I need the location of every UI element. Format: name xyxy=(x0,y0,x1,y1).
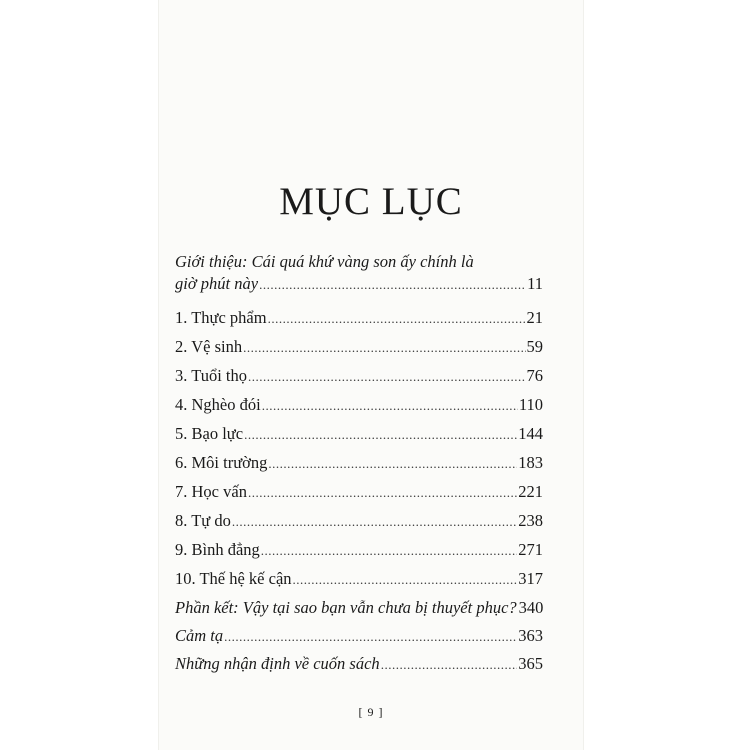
toc-entry-chapter-9 xyxy=(175,539,543,568)
dot-leader xyxy=(262,395,518,417)
toc-entry-intro xyxy=(175,273,543,295)
toc-entry-reviews xyxy=(175,653,543,681)
dot-leader xyxy=(293,569,518,591)
book-page xyxy=(158,0,584,750)
dot-leader xyxy=(261,540,517,562)
toc-entry-label: 1. Thực phẩm xyxy=(175,308,267,327)
intro-heading-line1: Giới thiệu: Cái quá khứ vàng son ấy chính là xyxy=(175,252,474,271)
toc-entry-label: Cảm tạ xyxy=(175,626,224,645)
page-number-footer: [ 9 ] xyxy=(358,705,384,719)
toc-entry-label: 10. Thế hệ kế cận xyxy=(175,569,292,588)
toc-entry-label: Phần kết: Vậy tại sao bạn vẫn chưa bị thuyết phục? xyxy=(175,598,517,617)
dot-leader xyxy=(248,482,517,504)
dot-leader xyxy=(268,308,526,330)
toc-entry-label: 7. Học vấn xyxy=(175,482,247,501)
toc-entry-page: 340 xyxy=(518,598,544,617)
dot-leader xyxy=(381,654,518,676)
dot-leader xyxy=(243,337,525,359)
toc-entry-chapter-4 xyxy=(175,394,543,423)
toc-entry-label: 5. Bạo lực xyxy=(175,424,244,443)
page-title: MỤC LỤC xyxy=(279,180,463,223)
toc-entry-label: 8. Tự do xyxy=(175,511,231,530)
toc-entry-page: 221 xyxy=(518,482,543,501)
toc-entry-page: 21 xyxy=(526,308,543,327)
toc-entry-chapter-7 xyxy=(175,481,543,510)
dot-leader xyxy=(244,424,517,446)
toc-entry-label: Những nhận định về cuốn sách xyxy=(175,654,380,673)
toc-entry-acknowledgements xyxy=(175,625,543,653)
toc-entry-page: 144 xyxy=(518,424,543,443)
toc-entry-page: 238 xyxy=(518,511,543,530)
toc-entry-page: 317 xyxy=(518,569,543,588)
toc-entry-chapter-3 xyxy=(175,365,543,394)
toc-entry-label: 2. Vệ sinh xyxy=(175,337,243,356)
toc-entry-page: 59 xyxy=(526,337,543,356)
toc-entry-label: 4. Nghèo đói xyxy=(175,395,261,414)
toc-entry-chapter-8 xyxy=(175,510,543,539)
dot-leader xyxy=(259,274,526,296)
toc-entry-page: 183 xyxy=(518,453,543,472)
dot-leader xyxy=(248,366,526,388)
toc-entry-chapter-6 xyxy=(175,452,543,481)
dot-leader xyxy=(268,453,517,475)
toc-entry-page: 365 xyxy=(518,654,543,673)
dot-leader xyxy=(224,626,517,648)
toc-entry-chapter-2 xyxy=(175,336,543,365)
toc-entry-chapter-10 xyxy=(175,568,543,597)
table-of-contents xyxy=(175,251,543,681)
toc-entry-page: 11 xyxy=(527,274,543,293)
toc-entry-label: 6. Môi trường xyxy=(175,453,268,472)
toc-entry-label: 9. Bình đẳng xyxy=(175,540,260,559)
dot-leader xyxy=(232,511,517,533)
toc-entry-chapter-1 xyxy=(175,307,543,336)
toc-entry-page: 363 xyxy=(518,626,543,645)
toc-entry-page: 110 xyxy=(518,395,543,414)
toc-entry-page: 271 xyxy=(518,540,543,559)
toc-entry-epilogue xyxy=(175,597,543,625)
toc-entry-label: giờ phút này xyxy=(175,274,259,293)
toc-entry-chapter-5 xyxy=(175,423,543,452)
toc-entry-page: 76 xyxy=(526,366,543,385)
toc-entry-label: 3. Tuổi thọ xyxy=(175,366,247,385)
